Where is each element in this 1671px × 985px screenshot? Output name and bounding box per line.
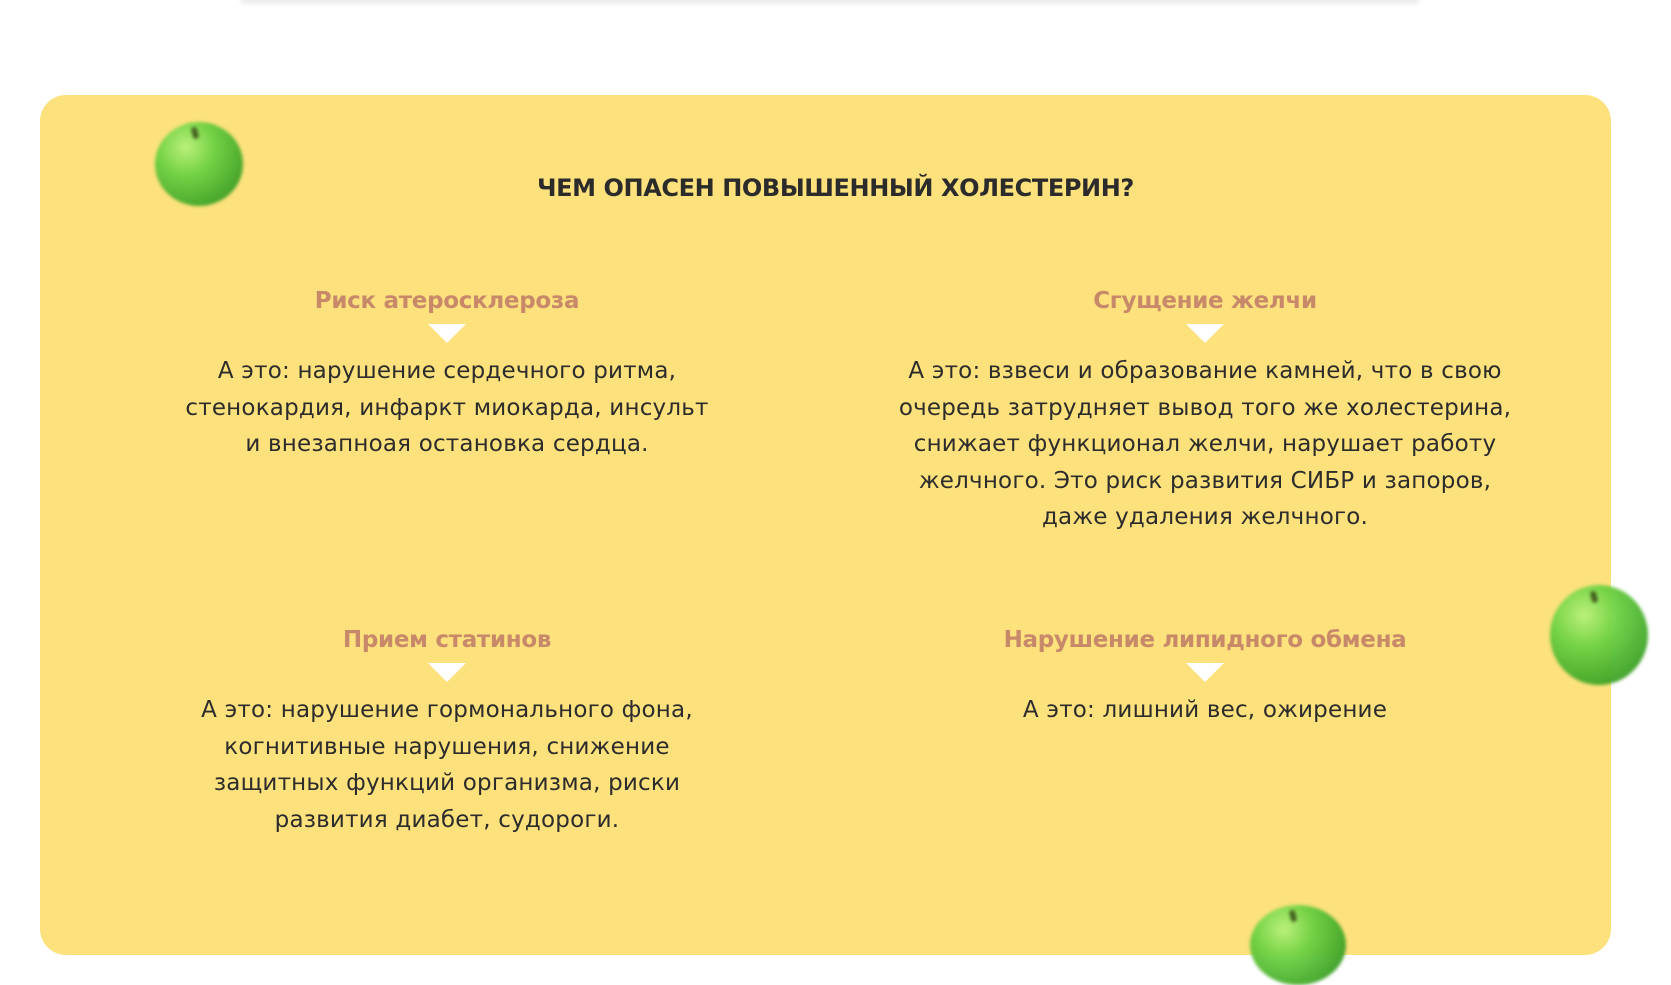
item-description-line: А это: нарушение гормонального фона, bbox=[201, 697, 693, 723]
item-title: Риск атеросклероза bbox=[314, 288, 580, 314]
item-description-line: снижает функционал желчи, нарушает работу bbox=[913, 431, 1497, 457]
green-apple-icon bbox=[1550, 585, 1648, 685]
item-description-line: и внезапноая остановка сердца. bbox=[245, 431, 649, 457]
item-title: Сгущение желчи bbox=[1093, 288, 1317, 314]
item-description bbox=[875, 692, 1535, 729]
green-apple-icon bbox=[155, 122, 243, 206]
item-description-line: А это: взвеси и образование камней, что в свою bbox=[908, 358, 1502, 384]
top-faded-text-line bbox=[240, 0, 1420, 4]
section-title: ЧЕМ ОПАСЕН ПОВЫШЕННЫЙ ХОЛЕСТЕРИН? bbox=[537, 174, 1134, 202]
triangle-down-icon bbox=[1186, 663, 1224, 682]
item-description-line: даже удаления желчного. bbox=[1041, 504, 1369, 530]
triangle-down-icon bbox=[428, 324, 466, 343]
item-lipid-metabolism bbox=[875, 627, 1535, 729]
item-atherosclerosis bbox=[117, 288, 777, 463]
item-description bbox=[117, 353, 777, 463]
item-description bbox=[875, 353, 1535, 536]
item-title: Нарушение липидного обмена bbox=[1003, 627, 1407, 653]
triangle-down-icon bbox=[1186, 324, 1224, 343]
item-description-line: очередь затрудняет вывод того же холестерина, bbox=[898, 394, 1512, 421]
triangle-down-icon bbox=[428, 663, 466, 682]
item-statins bbox=[117, 627, 777, 838]
green-apple-icon bbox=[1250, 905, 1346, 985]
item-description-line: А это: нарушение сердечного ритма, bbox=[217, 358, 677, 384]
item-description-line: А это: лишний вес, ожирение bbox=[1022, 697, 1388, 723]
item-description-line: стенокардия, инфаркт миокарда, инсульт bbox=[185, 394, 709, 421]
item-bile-thickening bbox=[875, 288, 1535, 536]
item-description-line: развития диабет, судороги. bbox=[274, 806, 620, 833]
item-title: Прием статинов bbox=[342, 627, 552, 653]
item-description-line: защитных функций организма, риски bbox=[213, 770, 681, 796]
item-description-line: когнитивные нарушения, снижение bbox=[224, 733, 670, 760]
item-description bbox=[117, 692, 777, 838]
item-description-line: желчного. Это риск развития СИБР и запоров, bbox=[918, 467, 1492, 494]
